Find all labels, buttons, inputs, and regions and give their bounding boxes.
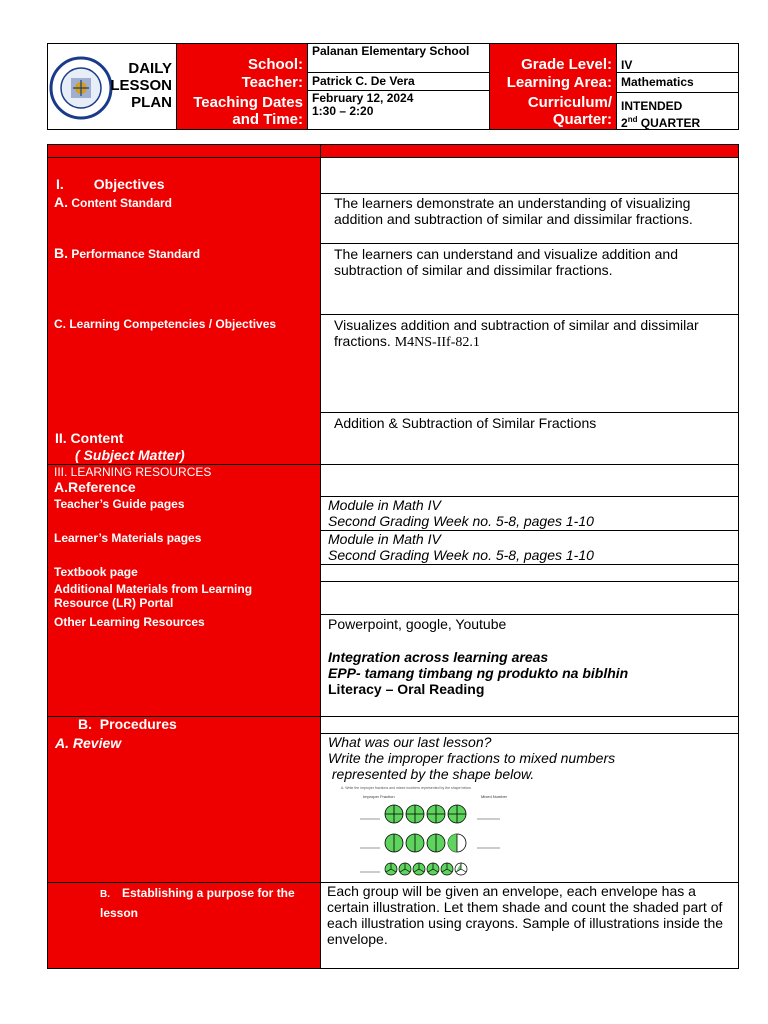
teacher-label: Teacher: [241,74,303,91]
dates-value-line: 1:30 – 2:20 [312,104,374,118]
fraction-circles-figure [335,783,511,879]
purpose-label [100,884,310,923]
content-title: II. Content [55,430,124,446]
dlp-title-line: LESSON [110,77,172,94]
content-value: Addition & Subtraction of Similar Fractions [334,415,597,431]
resources-heading: III. LEARNING RESOURCES [54,465,212,479]
quarter-number: 2 [621,116,628,130]
content-subtitle: ( Subject Matter) [75,447,185,463]
review-value [320,734,738,782]
purpose-text: Establishing a purpose for the lesson [100,886,295,920]
learners-materials-line: Second Grading Week no. 5-8, pages 1-10 [328,547,594,563]
curriculum-value-line [621,113,739,130]
curriculum-label-line: Curriculum/ [527,94,612,111]
other-resources-label: Other Learning Resources [54,615,205,629]
review-task-line: represented by the shape below. [328,766,535,782]
figure-col-mixed: Mixed Number [481,794,508,799]
procedures-heading: B. Procedures [78,716,177,732]
purpose-value: Each group will be given an envelope, each envelope has a certain illustration. Let them shade and count the shaded part of each illustration using crayons. Sample of illustrations inside the envelope. [327,883,724,947]
content-standard-letter: A. [54,194,68,210]
curriculum-value-line: INTENDED [621,99,683,113]
content-standard-label [48,195,320,210]
reference-label: A.Reference [54,479,136,495]
dates-label-line: Teaching Dates [193,94,303,111]
curriculum-label [490,94,616,128]
competencies-text-value: Visualizes addition and subtraction of similar and dissimilar fractions. [334,317,699,349]
performance-standard-label [48,246,320,261]
performance-standard-letter: B. [54,245,68,261]
school-value: Palanan Elementary School [312,44,470,58]
objectives-num: I. [56,176,64,192]
figure-caption: A. Write the improper fractions and mixed numbers represented by the shape below. [341,786,472,790]
review-task-line: Write the improper fractions to mixed numbers [328,750,616,766]
objectives-title: Objectives [93,176,165,192]
dates-value-line: February 12, 2024 [312,91,414,105]
grade-value: IV [621,58,633,72]
competency-code: M4NS-IIf-82.1 [394,335,480,350]
teacher-value: Patrick C. De Vera [312,74,415,88]
fraction-row-3 [360,863,467,875]
integration-block [320,649,738,697]
deped-seal-icon [49,56,113,120]
teachers-guide-line: Module in Math IV [328,497,441,513]
dates-label [177,94,307,128]
dates-label-line: and Time: [232,111,303,128]
area-label: Learning Area: [506,74,612,91]
competencies-label [48,317,320,331]
learners-materials-value [320,531,738,563]
left-label-column [48,158,320,968]
review-label: A. Review [55,735,122,751]
fraction-row-2 [360,834,500,852]
dlp-title-line: DAILY [128,60,172,77]
school-label: School: [248,56,303,73]
top-red-strip [47,144,739,158]
performance-standard-value: The learners can understand and visualize addition and subtraction of similar and dissimilar fractions. [334,246,679,278]
additional-materials-label: Additional Materials from Learning Resource (LR) Portal [54,582,253,610]
grade-label: Grade Level: [521,56,612,73]
textbook-label: Textbook page [54,565,138,579]
competencies-letter: C. [54,317,66,331]
dlp-title-line: PLAN [131,94,172,111]
fraction-figure [335,783,511,879]
objectives-heading [56,176,165,192]
content-standard-value: The learners demonstrate an understanding of visualizing addition and subtraction of similar and dissimilar fractions. [334,195,693,227]
figure-col-improper: Improper Fraction [363,794,395,799]
integration-epp: EPP- tamang timbang ng produkto na biblhin [328,665,629,681]
teachers-guide-value [320,497,738,529]
competencies-text: Learning Competencies / Objectives [69,317,277,331]
quarter-suffix: nd [627,115,638,124]
curriculum-label-line: Quarter: [552,111,612,128]
teachers-guide-label: Teacher’s Guide pages [54,497,185,511]
fraction-row-1 [360,805,500,823]
learners-materials-line: Module in Math IV [328,531,441,547]
teachers-guide-line: Second Grading Week no. 5-8, pages 1-10 [328,513,594,529]
content-standard-text: Content Standard [71,196,173,210]
dates-value [308,92,489,118]
integration-literacy: Literacy – Oral Reading [328,681,485,697]
dlp-title [110,60,172,111]
integration-title: Integration across learning areas [328,649,549,665]
content-heading [55,430,185,464]
area-value: Mathematics [621,75,694,89]
deped-seal [49,56,113,120]
quarter-word: QUARTER [637,116,701,130]
performance-standard-text: Performance Standard [71,247,201,261]
review-question: What was our last lesson? [328,734,492,750]
other-resources-value: Powerpoint, google, Youtube [328,616,507,632]
learners-materials-label: Learner’s Materials pages [54,531,202,545]
purpose-letter: B. [100,889,110,900]
competencies-value [320,317,738,351]
curriculum-value [617,100,739,130]
